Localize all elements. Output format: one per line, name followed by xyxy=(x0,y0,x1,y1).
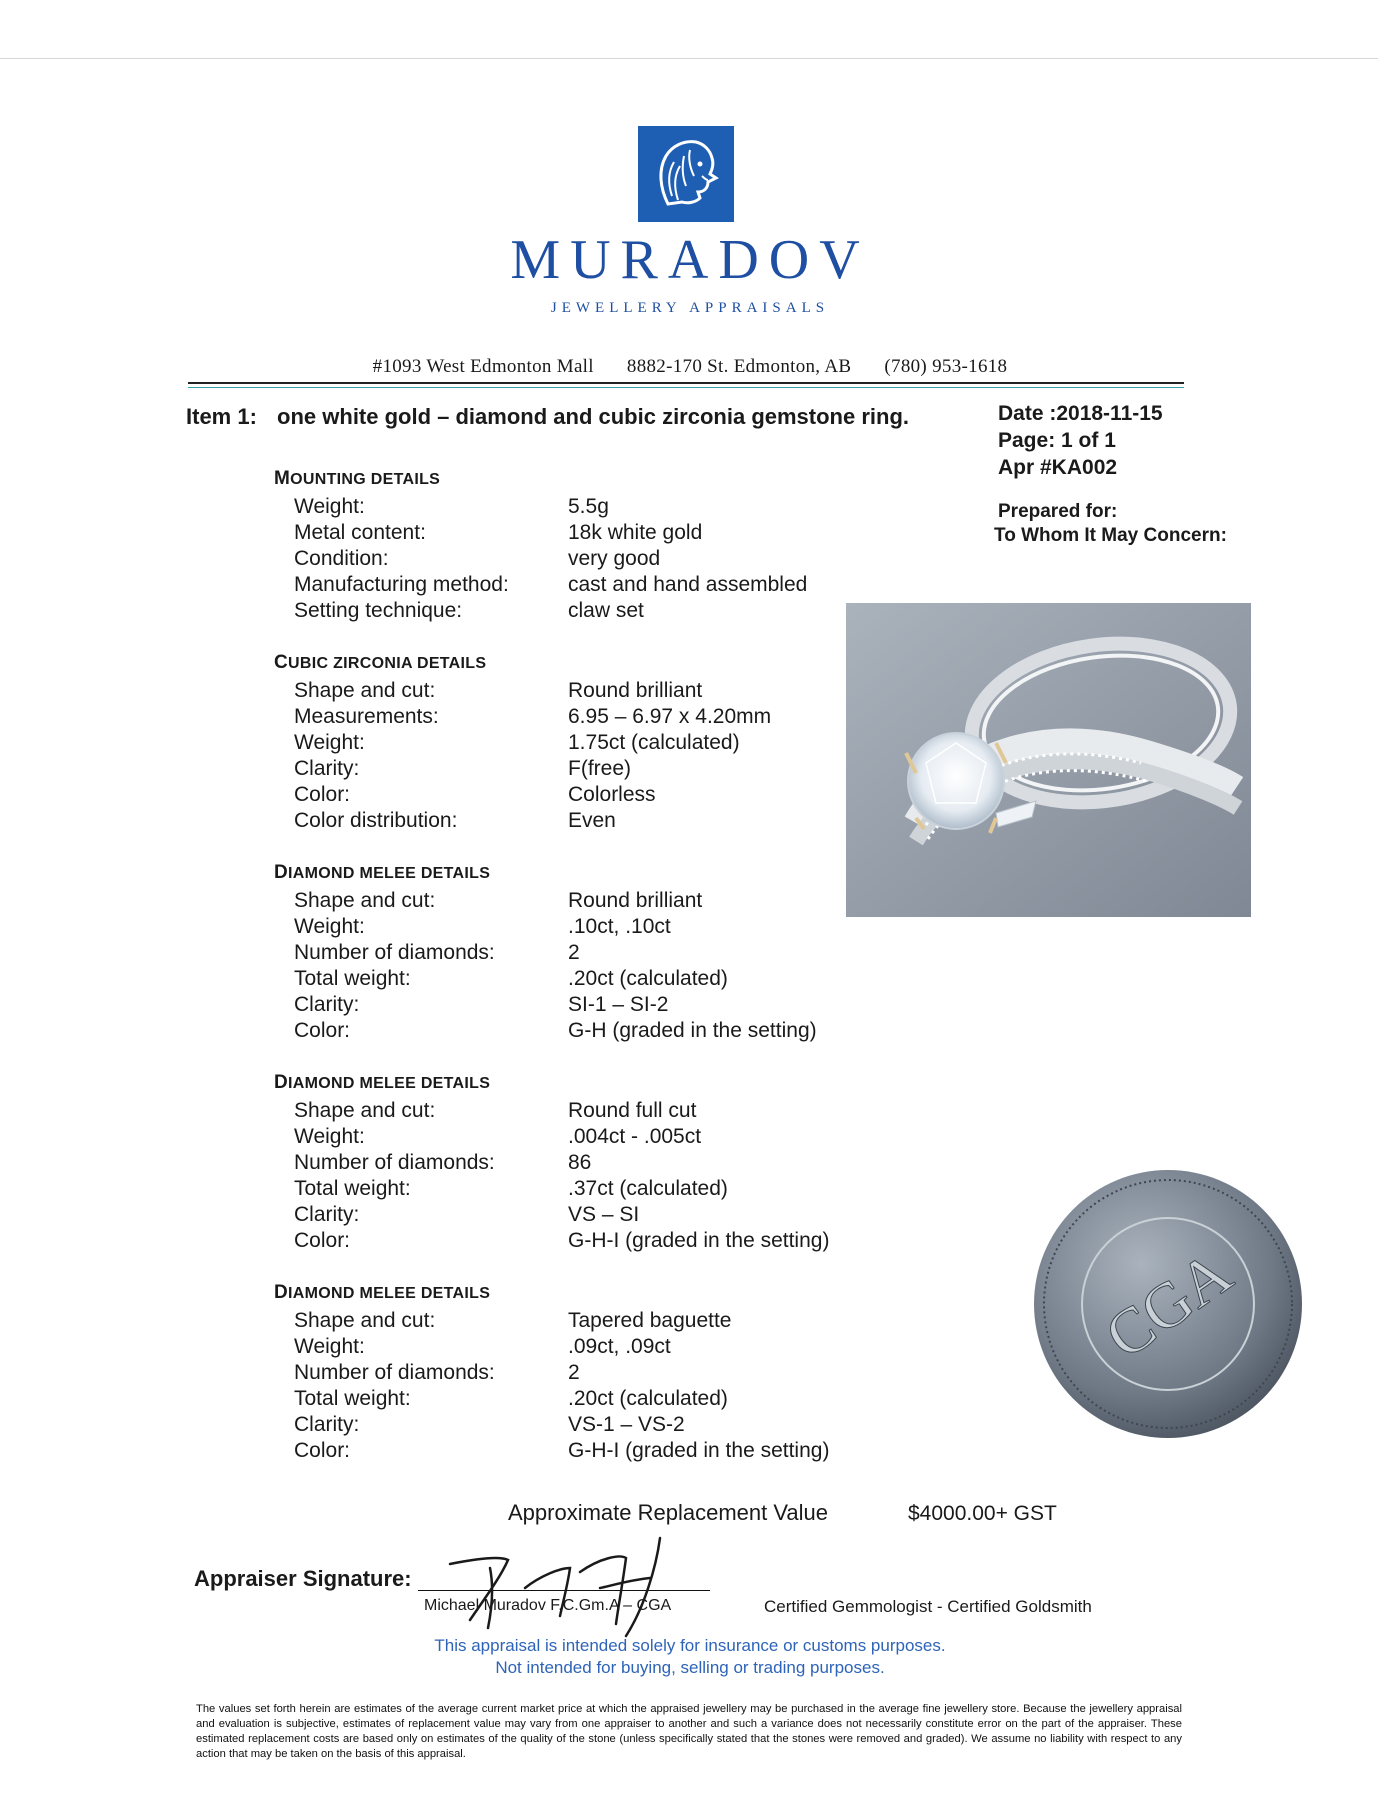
item-description: one white gold – diamond and cubic zirconia gemstone ring. xyxy=(277,404,909,429)
address-location: #1093 West Edmonton Mall xyxy=(372,356,594,377)
section-title: DIAMOND MELEE DETAILS xyxy=(274,1072,491,1093)
detail-row: Measurements: 6.95 – 6.97 x 4.20mm xyxy=(294,705,772,728)
brand-subtitle: JEWELLERY APPRAISALS xyxy=(550,300,830,316)
detail-row: Metal content: 18k white gold xyxy=(294,521,703,544)
appraiser-title: Certified Gemmologist - Certified Goldsmith xyxy=(764,1597,1092,1616)
detail-row: Clarity: VS-1 – VS-2 xyxy=(294,1413,685,1436)
appraisal-date: Date :2018-11-15 xyxy=(998,402,1163,425)
detail-row: Color: G-H (graded in the setting) xyxy=(294,1019,817,1042)
replacement-value-label: Approximate Replacement Value xyxy=(508,1500,828,1525)
detail-row: Color: Colorless xyxy=(294,783,656,806)
ring-photo xyxy=(846,603,1251,917)
detail-row: Weight: .10ct, .10ct xyxy=(294,915,671,938)
brand-name: MURADOV xyxy=(510,229,870,291)
diamond-melee-details-section-1 xyxy=(274,862,817,1044)
detail-row: Weight: .004ct - .005ct xyxy=(294,1125,702,1148)
detail-row: Clarity: F(free) xyxy=(294,757,631,780)
address-phone: (780) 953-1618 xyxy=(884,356,1008,377)
appraisal-meta xyxy=(998,400,1163,481)
appraisal-number: Apr #KA002 xyxy=(998,456,1118,479)
seal-center-text: CGA xyxy=(1092,1236,1244,1373)
detail-row: Total weight: .20ct (calculated) xyxy=(294,1387,728,1410)
detail-row: Setting technique: claw set xyxy=(294,599,644,622)
prepared-for-block xyxy=(994,500,1227,548)
detail-row: Color: G-H-I (graded in the setting) xyxy=(294,1229,830,1252)
detail-row: Color distribution: Even xyxy=(294,809,616,832)
detail-row: Number of diamonds: 2 xyxy=(294,1361,580,1384)
header-rule-accent xyxy=(188,387,1184,388)
item-heading xyxy=(186,404,909,430)
usage-notice-line-2: Not intended for buying, selling or trading purposes. xyxy=(495,1658,885,1677)
detail-row: Color: G-H-I (graded in the setting) xyxy=(294,1439,830,1462)
detail-row: Number of diamonds: 86 xyxy=(294,1151,592,1174)
detail-row: Shape and cut: Round full cut xyxy=(294,1099,697,1122)
cga-seal-icon xyxy=(1032,1168,1304,1440)
detail-row: Total weight: .37ct (calculated) xyxy=(294,1177,728,1200)
diamond-melee-details-section-3 xyxy=(274,1282,830,1464)
item-label: Item 1: xyxy=(186,404,257,429)
detail-row: Condition: very good xyxy=(294,547,661,570)
lion-head-icon xyxy=(638,126,734,222)
prepared-for-label: Prepared for: xyxy=(998,501,1118,522)
page-number: Page: 1 of 1 xyxy=(998,429,1116,452)
usage-notice-line-1: This appraisal is intended solely for insurance or customs purposes. xyxy=(434,1636,946,1655)
section-title: DIAMOND MELEE DETAILS xyxy=(274,1282,491,1303)
address-line xyxy=(190,356,1190,378)
detail-row: Shape and cut: Round brilliant xyxy=(294,679,703,702)
handwritten-signature xyxy=(430,1528,740,1638)
replacement-value: $4000.00+ GST xyxy=(908,1502,1057,1525)
appraiser-name: Michael Muradov F.C.Gm.A – CGA xyxy=(424,1597,672,1614)
ring-image xyxy=(846,603,1251,917)
detail-row: Clarity: SI-1 – SI-2 xyxy=(294,993,669,1016)
header-rule xyxy=(188,382,1184,384)
section-title: MOUNTING DETAILS xyxy=(274,468,441,489)
address-street: 8882-170 St. Edmonton, AB xyxy=(626,356,852,377)
appraiser-signature-label: Appraiser Signature: xyxy=(194,1566,412,1591)
detail-row: Weight: 5.5g xyxy=(294,495,609,518)
usage-notice xyxy=(300,1635,1080,1679)
mounting-details-section xyxy=(274,468,808,624)
detail-row: Shape and cut: Round brilliant xyxy=(294,889,703,912)
detail-row: Number of diamonds: 2 xyxy=(294,941,580,964)
section-title: CUBIC ZIRCONIA DETAILS xyxy=(274,652,487,673)
disclaimer-text: The values set forth herein are estimates of the average current market price at which the appraised jewellery may be purchased in the average fine jewellery store. Because the jewellery appraisal and evaluation is subjective, estimates of replacement value may vary from one appraiser to another and such a variance does not necessarily constitute error on the part of the appraiser. These estimated replacement costs are based only on estimates of the quality of the stone (unless specifically stated that the stones were removed and graded). We assume no liability with respect to any action that may be taken on the basis of this appraisal. xyxy=(196,1703,1182,1760)
scan-edge-line xyxy=(0,58,1378,59)
detail-row: Weight: 1.75ct (calculated) xyxy=(294,731,740,754)
detail-row: Shape and cut: Tapered baguette xyxy=(294,1309,732,1332)
lion-logo-graphic xyxy=(638,126,734,222)
diamond-melee-details-section-2 xyxy=(274,1072,830,1254)
detail-row: Total weight: .20ct (calculated) xyxy=(294,967,728,990)
detail-row: Clarity: VS – SI xyxy=(294,1203,640,1226)
prepared-for-value: To Whom It May Concern: xyxy=(994,525,1227,546)
cubic-zirconia-details-section xyxy=(274,652,772,834)
section-title: DIAMOND MELEE DETAILS xyxy=(274,862,491,883)
detail-row: Weight: .09ct, .09ct xyxy=(294,1335,671,1358)
detail-row: Manufacturing method: cast and hand assembled xyxy=(294,573,808,596)
